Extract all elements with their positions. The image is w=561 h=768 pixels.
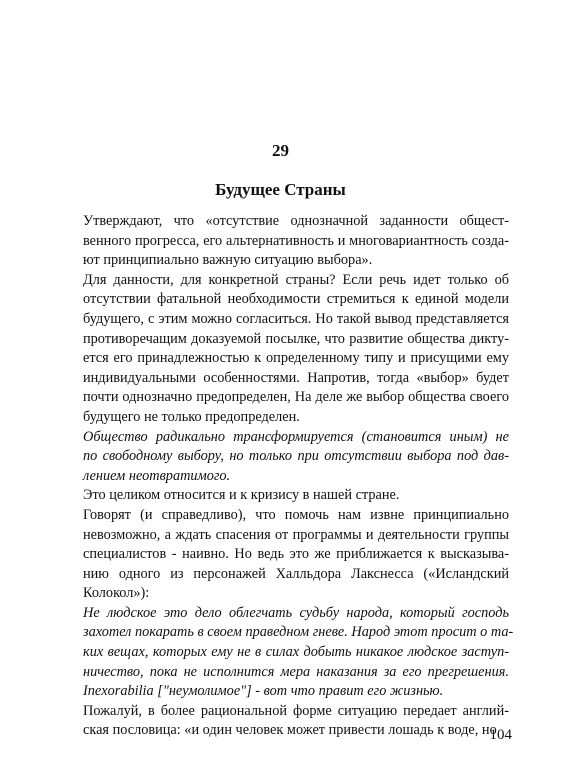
text-line: ких вещах, которых ему не в силах добыть никакое людское заступ-: [83, 644, 509, 661]
text-line: ется его принадлежностью к определенному типу и присущими ему: [83, 350, 509, 367]
text-line: почти однозначно предопределен, На деле же выбор общества своего: [83, 389, 509, 406]
paragraph: [61, 702, 509, 741]
text-line: по свободному выбору, но только при отсутствии выбора под дав-: [83, 448, 509, 465]
text-line: будущего не только предопределен.: [83, 408, 300, 425]
text-line: Это целиком относится и к кризису в нашей стране.: [83, 487, 400, 504]
chapter-number: 29: [272, 141, 289, 160]
chapter-title: Будущее Страны: [215, 180, 346, 199]
text-line: индивидуальными особенностями. Напротив, тогда «выбор» будет: [83, 369, 509, 386]
text-line: Не людское это дело облегчать судьбу народа, который господь: [83, 604, 509, 621]
paragraph: [61, 271, 509, 428]
text-line: невозможно, а ждать спасения от программы и деятельности группы: [83, 526, 509, 543]
text-line: Для данности, для конкретной страны? Если речь идет только об: [83, 271, 509, 288]
text-line: ют принципиально важную ситуацию выбора».: [83, 252, 373, 269]
text-line: противоречащим доказуемой посылке, что развитие общества дикту-: [83, 330, 509, 347]
text-line: будущего, с этим можно согласиться. Но такой вывод представляется: [83, 310, 509, 327]
quote-paragraph: [61, 428, 509, 487]
text-line: нию одного из персонажей Халльдора Лакснесса («Исландский: [83, 565, 509, 582]
text-line: лением неотвратимого.: [83, 467, 231, 484]
text-line: ничество, пока не исполнится мера наказания за его прегрешения.: [83, 663, 509, 680]
page-number: 104: [489, 727, 512, 743]
text-line: Пожалуй, в более рациональной форме ситуацию передает англий-: [83, 702, 509, 719]
text-line: ская пословица: «и один человек может привести лошадь к воде, но: [83, 722, 497, 739]
text-line: Inexorabilia ["неумолимое"] - вот что правит его жизнью.: [83, 683, 444, 700]
paragraph: [61, 506, 509, 604]
text-line: отсутствии фатальной необходимости стремиться к единой модели: [83, 291, 509, 308]
paragraph: [61, 486, 509, 506]
body-text: [61, 212, 514, 741]
text-line: захотел покарать в своем праведном гневе. Народ этот просит о та-: [83, 624, 514, 641]
text-line: Утверждают, что «отсутствие однозначной заданности общест-: [83, 213, 509, 229]
text-line: специалистов - наивно. Но ведь это же приближается к высказыва-: [83, 546, 509, 563]
text-line: Колокол»):: [83, 585, 150, 602]
text-line: Общество радикально трансформируется (становится иным) не: [83, 428, 509, 445]
text-line: Говорят (и справедливо), что помочь нам извне принципиально: [83, 506, 509, 523]
paragraph: [61, 212, 509, 271]
text-line: венного прогресса, его альтернативность и многовариантность созда-: [83, 232, 509, 249]
quote-paragraph: [61, 604, 514, 702]
